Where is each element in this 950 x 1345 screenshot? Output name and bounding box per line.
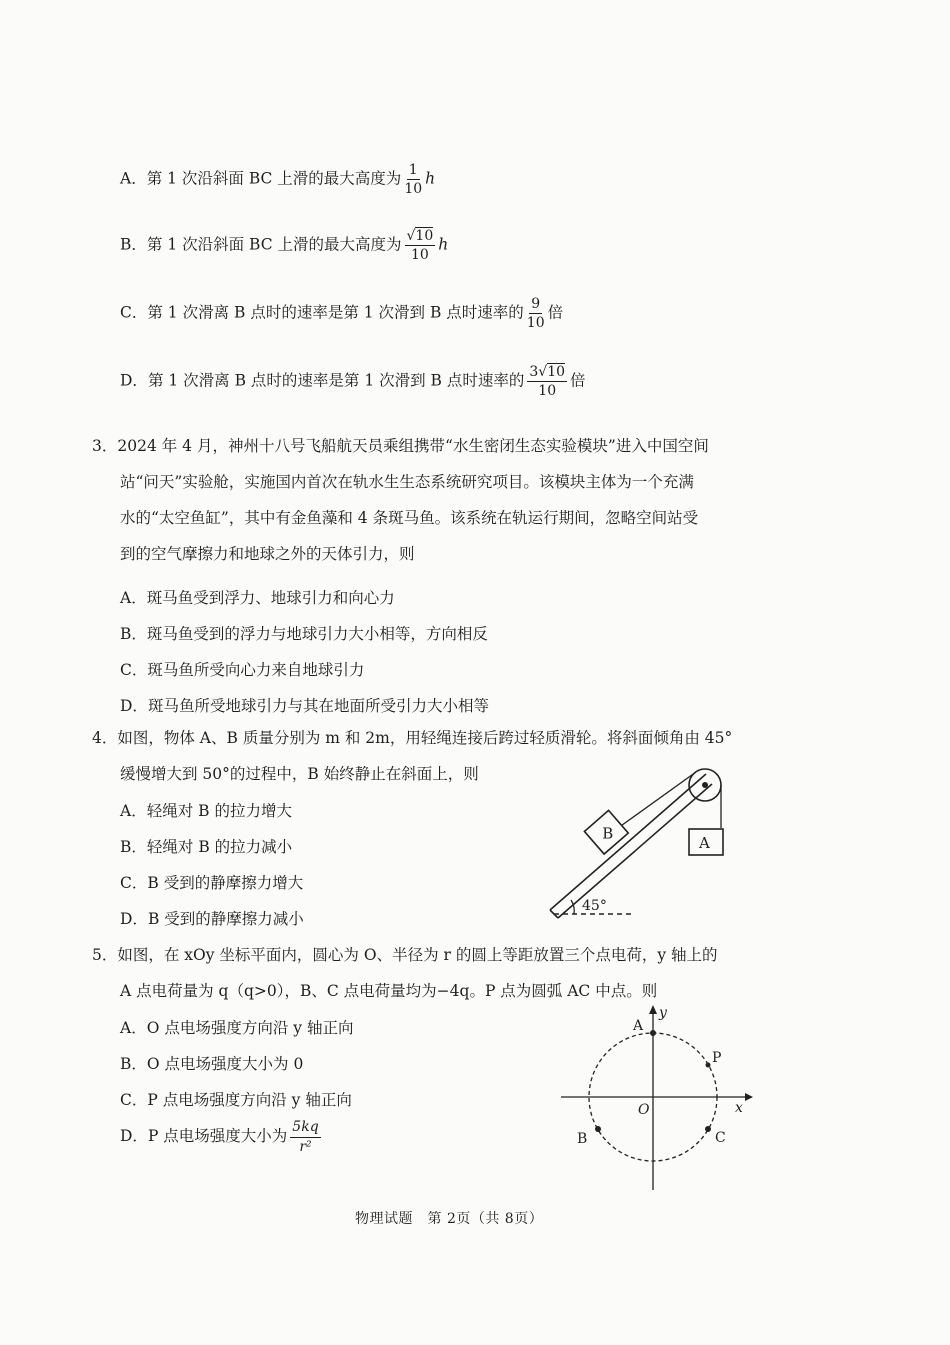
point-p [706,1063,711,1068]
fraction: $\frac{3√10}{10}$ [529,364,566,400]
q3-options [120,580,489,724]
charge-b [595,1126,601,1132]
charge-c [705,1126,711,1132]
q5-option-b: B．O 点电场强度大小为 0 [120,1055,304,1073]
label-c: C [715,1130,726,1146]
incline-top-edge [550,774,706,910]
fraction: $\frac{5kq}{\text{r²}}$ [292,1119,319,1155]
q5-stem: 5．如图，在 xOy 坐标平面内，圆心为 O、半径为 r 的圆上等距放置三个点电荷，y 轴上的 A 点电荷量为 q（q>0），B、C 点电荷量均为−4q。P 点为圆弧 AC 中点。则 [92,946,718,1000]
x-axis-arrow-icon [745,1093,753,1101]
q3-option-b: B．斑马鱼受到的浮力与地球引力大小相等，方向相反 [120,625,488,643]
label-p: P [712,1050,722,1066]
q4-option-b: B．轻绳对 B 的拉力减小 [120,838,293,856]
pulley-axle [702,782,708,788]
page-footer: 物理试题 第 2页（共 8页） [355,1211,544,1227]
q5-option-a: A．O 点电场强度方向沿 y 轴正向 [120,1019,354,1037]
rope-b [618,772,696,828]
y-axis-arrow-icon [649,1005,657,1014]
q5-circle-figure [555,1000,775,1195]
q4-option-d: D．B 受到的静摩擦力减小 [120,910,304,928]
q4-options [120,793,304,937]
block-b-label: B [602,824,614,843]
label-b: B [577,1131,588,1147]
q3-option-a: A．斑马鱼受到浮力、地球引力和向心力 [120,589,395,607]
q2-option-d: D．第 1 次滑离 B 点时的速率是第 1 次滑到 B 点时速率的 $\frac{3√10}{10}$ 倍 [120,364,586,400]
q3-stem: 3．2024 年 4 月，神州十八号飞船航天员乘组携带“水生密闭生态实验模块”进入中国空间 站“问天”实验舱，实施国内首次在轨水生生态系统研究项目。该模块主体为一个充满 水的“太空鱼缸”，其中有金鱼藻和 4 条斑马鱼。该系统在轨运行期间，忽略空间站受 到的空气摩擦力和地球之外的天体引力，则 [92,437,709,563]
angle-label: 45° [582,898,607,914]
label-a: A [633,1018,644,1034]
q5-option-d: D．P 点电场强度大小为 $\frac{5kq}{\text{r²}}$ [120,1119,319,1155]
q4-stem: 4．如图，物体 A、B 质量分别为 m 和 2m，用轻绳连接后跨过轻质滑轮。将斜面倾角由 45° 缓慢增大到 50°的过程中，B 始终静止在斜面上，则 [92,729,733,783]
q2-option-a: A．第 1 次沿斜面 BC 上滑的最大高度为 $\frac{1}{10}$ h [120,162,436,198]
q5-options [120,1010,353,1155]
fraction: $\frac{1}{10}$ [404,162,423,198]
q2-option-b: B．第 1 次沿斜面 BC 上滑的最大高度为 $\frac{√10}{10}$ h [120,228,449,264]
q3-option-d: D．斑马鱼所受地球引力与其在地面所受引力大小相等 [120,697,489,715]
block-a-label: A [699,834,710,852]
q4-option-c: C．B 受到的静摩擦力增大 [120,874,304,892]
charge-a [650,1030,656,1036]
label-x: x [735,1100,743,1116]
q4-incline-figure [540,760,740,925]
fraction: $\frac{√10}{10}$ [406,228,434,264]
q5-option-c: C．P 点电场强度方向沿 y 轴正向 [120,1091,352,1109]
q2-option-c: C．第 1 次滑离 B 点时的速率是第 1 次滑到 B 点时速率的 $\frac{9}{10}$ 倍 [120,296,564,332]
label-o: O [638,1102,650,1118]
fraction: $\frac{9}{10}$ [526,296,545,332]
q4-option-a: A．轻绳对 B 的拉力增大 [120,802,292,820]
label-y: y [659,1005,667,1021]
q3-option-c: C．斑马鱼所受向心力来自地球引力 [120,661,365,679]
